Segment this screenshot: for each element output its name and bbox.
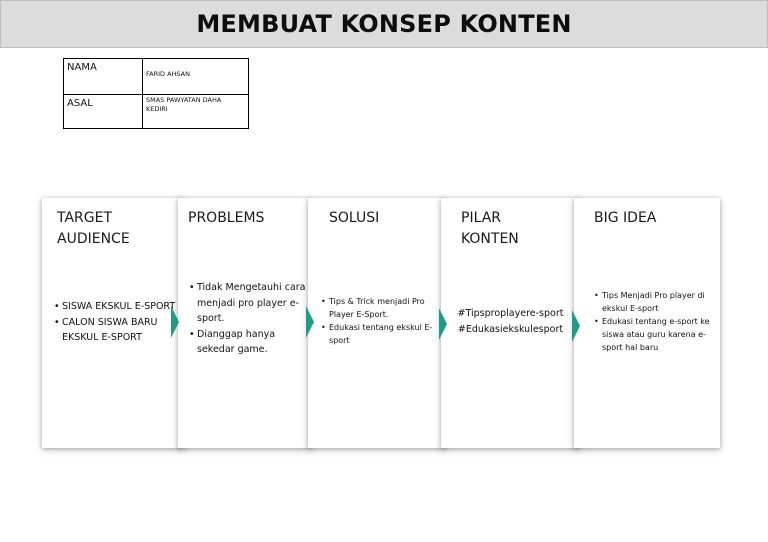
list-item: • Edukasi tentang e-sport ke siswa atau guru karena e-sport hal baru <box>602 315 726 354</box>
page-title: MEMBUAT KONSEP KONTEN <box>196 10 572 38</box>
pillar-line: #Edukasiekskulesport <box>457 324 564 335</box>
pillar-text <box>441 306 580 338</box>
card-solusi <box>308 198 446 448</box>
list-item: • Edukasi tentang ekskul E-sport <box>329 321 449 347</box>
card-list <box>53 299 190 346</box>
card-big-idea <box>574 198 720 448</box>
info-row-nama <box>64 59 249 95</box>
card-pilar-konten <box>441 198 580 448</box>
card-title: PROBLEMS <box>188 210 265 226</box>
chevron-right-icon <box>306 306 314 338</box>
list-item: • CALON SISWA BARU EKSKUL E-SPORT <box>62 315 190 346</box>
list-item: • Tidak Mengetauhi cara menjadi pro player e-sport. <box>197 280 315 327</box>
list-item: • SISWA EKSKUL E-SPORT <box>62 299 190 315</box>
list-item: • Tips & Trick menjadi Pro Player E-Sport. <box>329 295 449 321</box>
card-target-audience <box>42 198 184 448</box>
chevron-right-icon <box>171 306 179 338</box>
pillar-line: #Tipsproplayere-sport <box>457 308 564 319</box>
card-list <box>320 295 449 347</box>
chevron-right-icon <box>439 308 447 340</box>
card-title: SOLUSI <box>329 210 380 226</box>
card-title: BIG IDEA <box>594 210 657 226</box>
card-list <box>593 289 726 354</box>
card-title: TARGET AUDIENCE <box>57 210 130 247</box>
list-item: • Dianggap hanya sekedar game. <box>197 327 315 358</box>
chevron-right-icon <box>572 310 580 342</box>
header-bar <box>0 0 768 48</box>
card-title: PILAR KONTEN <box>461 210 519 247</box>
info-table <box>63 58 249 129</box>
card-problems <box>178 198 312 448</box>
info-value-nama: FARID AHSAN <box>143 59 249 95</box>
card-list <box>188 280 315 358</box>
info-row-asal <box>64 94 249 128</box>
info-label-nama: NAMA <box>64 59 143 95</box>
list-item: • Tips Menjadi Pro player di ekskul E-sport <box>602 289 726 315</box>
info-value-asal: SMAS PAWYATAN DAHA KEDIRI <box>143 94 249 128</box>
info-label-asal: ASAL <box>64 94 143 128</box>
